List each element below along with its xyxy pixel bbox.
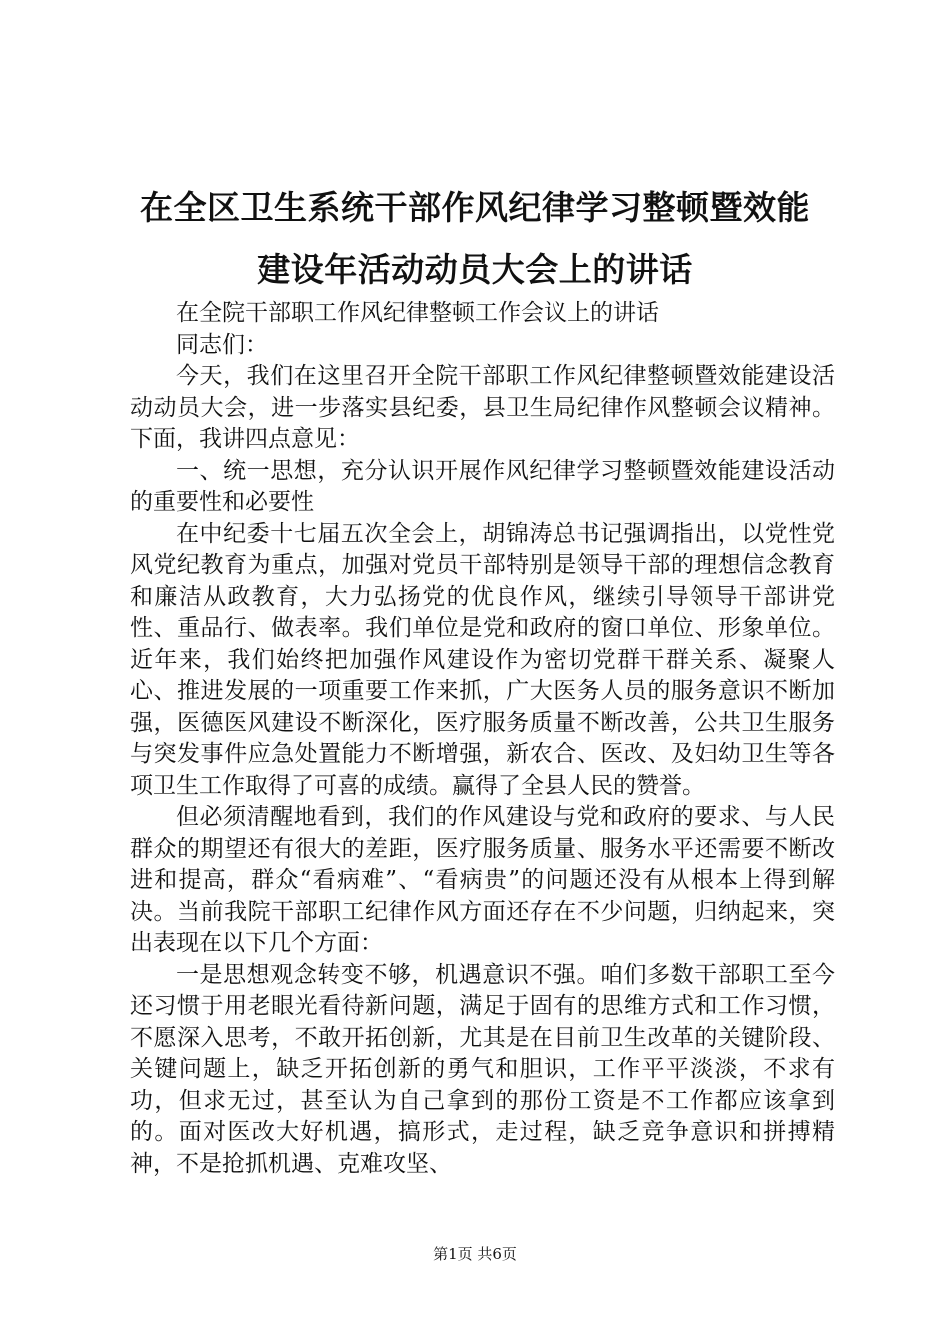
document-body (130, 298, 835, 1180)
section-heading-paragraph: 一、统一思想，充分认识开展作风纪律学习整顿暨效能建设活动的重要性和必要性 (130, 457, 835, 515)
body-paragraph: 一是思想观念转变不够，机遇意识不强。咱们多数干部职工至今还习惯于用老眼光看待新问题，满足于固有的思维方式和工作习惯，不愿深入思考，不敢开拓创新，尤其是在目前卫生改革的关键阶段、关键问题上，缺乏开拓创新的勇气和胆识，工作平平淡淡，不求有功，但求无过，甚至认为自己拿到的那份工资是不工作都应该拿到的。面对医改大好机遇，搞形式，走过程，缺乏竞争意识和拼搏精神，不是抢抓机遇、克难攻坚、 (130, 961, 835, 1177)
body-paragraph: 今天，我们在这里召开全院干部职工作风纪律整顿暨效能建设活动动员大会，进一步落实县纪委，县卫生局纪律作风整顿会议精神。下面，我讲四点意见： (130, 363, 835, 452)
page-number-footer: 第1页 共6页 (433, 1245, 517, 1263)
document-title-line-2: 建设年活动动员大会上的讲话 (257, 250, 693, 289)
body-paragraph: 在中纪委十七届五次全会上，胡锦涛总书记强调指出，以党性党风党纪教育为重点，加强对党员干部特别是领导干部的理想信念教育和廉洁从政教育，大力弘扬党的优良作风，继续引导领导干部讲党性、重品行、做表率。我们单位是党和政府的窗口单位、形象单位。近年来，我们始终把加强作风建设作为密切党群干群关系、凝聚人心、推进发展的一项重要工作来抓，广大医务人员的服务意识不断加强，医德医风建设不断深化，医疗服务质量不断改善，公共卫生服务与突发事件应急处置能力不断增强，新农合、医改、及妇幼卫生等各项卫生工作取得了可喜的成绩。赢得了全县人民的赞誉。 (130, 520, 835, 799)
document-title-line-1: 在全区卫生系统干部作风纪律学习整顿暨效能 (140, 188, 810, 227)
body-paragraph: 但必须清醒地看到，我们的作风建设与党和政府的要求、与人民群众的期望还有很大的差距，医疗服务质量、服务水平还需要不断改进和提高，群众“看病难”、“看病贵”的问题还没有从根本上得到解决。当前我院干部职工纪律作风方面还存在不少问题，归纳起来，突出表现在以下几个方面： (130, 804, 835, 956)
subtitle-paragraph: 在全院干部职工作风纪律整顿工作会议上的讲话 (176, 300, 659, 326)
salutation-paragraph: 同志们： (176, 331, 268, 358)
